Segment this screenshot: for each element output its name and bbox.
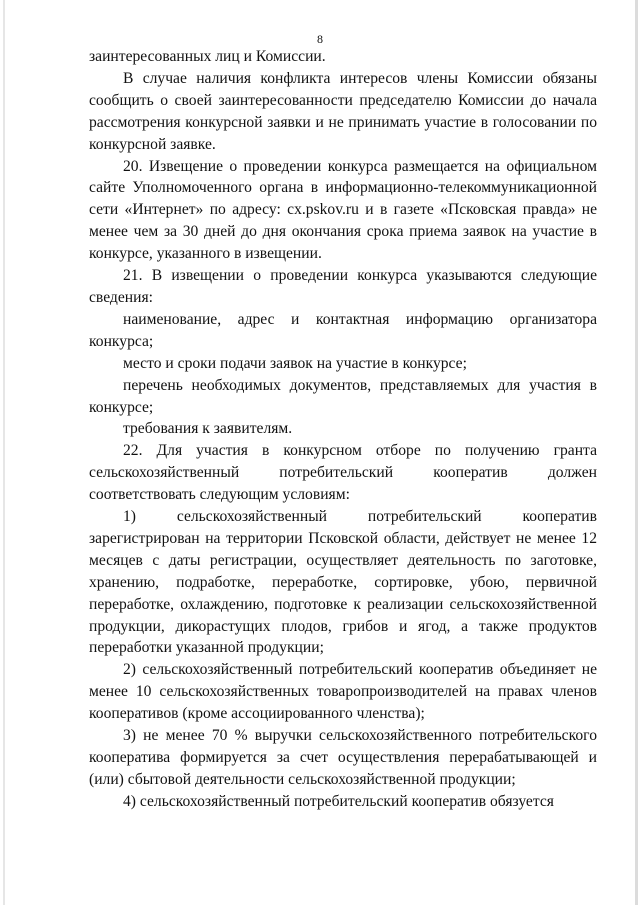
paragraph-conflict-of-interest: В случае наличия конфликта интересов члены Комиссии обязаны сообщить о своей заинтересованности председателю Комиссии до начала рассмотрения конкурсной заявки и не принимать участие в голосовании по конкурсной заявке. [89, 69, 597, 153]
list-item-requirements: требования к заявителям. [123, 420, 293, 438]
scan-left-edge [3, 0, 5, 905]
list-item-name-address: наименование, адрес и контактная информацию организатора конкурса; [89, 310, 597, 350]
scan-right-edge [635, 0, 638, 905]
paragraph-20: 20. Извещение о проведении конкурса размещается на официальном сайте Уполномоченного органа в информационно-телекоммуникационной сети «Интернет» по адресу: cx.pskov.ru и в газете «Псковская правда» не менее чем за 30 дней до дня окончания срока приема заявок на участие в конкурсе, указанного в извещении. [89, 157, 597, 263]
condition-3: 3) не менее 70 % выручки сельскохозяйственного потребительского кооператива формируется за счет осуществления перерабатывающей и (или) сбытовой деятельности сельскохозяйственной продукции; [89, 727, 597, 788]
condition-4: 4) сельскохозяйственный потребительский кооператив обязуется [123, 792, 554, 810]
condition-1: 1) сельскохозяйственный потребительский кооператив зарегистрирован на территории Псковской области, действует не менее 12 месяцев с даты регистрации, осуществляет деятельность по заготовке, хранению, подработке, переработке, сортировке, убою, первичной переработке, охлаждению, подготовке к реализации сельскохозяйственной продукции, дикорастущих плодов, грибов и ягод, а также продуктов переработки указанной продукции; [89, 508, 597, 657]
paragraph-21: 21. В извещении о проведении конкурса указываются следующие сведения: [89, 267, 597, 306]
document-body [89, 46, 597, 813]
list-item-place-terms: место и сроки подачи заявок на участие в конкурсе; [123, 354, 467, 372]
paragraph-22: 22. Для участия в конкурсном отборе по получению гранта сельскохозяйственный потребительский кооператив должен соответствовать следующим условиям: [89, 442, 597, 504]
page-number: 8 [317, 32, 323, 46]
paragraph-continuation: заинтересованных лиц и Комиссии. [89, 48, 326, 65]
condition-2: 2) сельскохозяйственный потребительский кооператив объединяет не менее 10 сельскохозяйственных товаропроизводителей на правах членов кооперативов (кроме ассоциированного членства); [89, 661, 597, 723]
list-item-documents: перечень необходимых документов, представляемых для участия в конкурсе; [89, 376, 597, 416]
